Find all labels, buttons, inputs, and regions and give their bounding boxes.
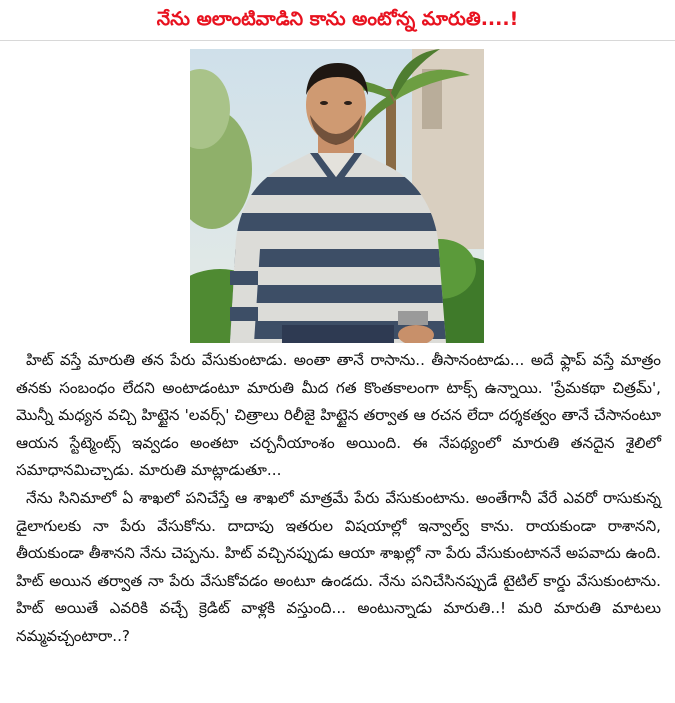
article-headline: నేను అలాంటివాడిని కాను అంటోన్న మారుతి....!	[156, 8, 519, 30]
article-paragraph: హిట్ వస్తే మారుతి తన పేరు వేసుకుంటాడు. అంతా తానే రాసాను.. తీసానంటాడు... అదే ఫ్లాప్ వస్తే మాత్రం తనకు సంబంధం లేదని అంటాడంటూ మారుతి మీద గత కొంతకాలంగా టాక్స్ ఉన్నాయి. 'ప్రేమకథా చిత్రమ్', మొన్నీ మధ్యన వచ్చి హిట్టైన 'లవర్స్' చిత్రాలు రిలీజై హిట్టైన తర్వాత ఆ రచన లేదా దర్శకత్వం తానే చేసానంటూ ఆయన స్టేట్మెంట్స్ ఇవ్వడం అంతటా చర్చనీయాంశం అయింది. ఈ నేపథ్యంలో మారుతి తనదైన శైలిలో సమాధానమిచ్చాడు. మారుతి మాట్లాడుతూ...	[16, 351, 661, 480]
article-body	[16, 347, 661, 651]
article-photo	[190, 49, 484, 343]
headline-bar	[0, 0, 675, 41]
portrait-illustration	[190, 49, 484, 343]
article-paragraph: నేను సినిమాలో ఏ శాఖలో పనిచేస్తే ఆ శాఖలో మాత్రమే పేరు వేసుకుంటాను. అంతేగానీ వేరే ఎవరో రాసుకున్న డైలాగులకు నా పేరు వేసుకోను. దాదాపు ఇతరుల విషయాల్లో ఇన్వాల్వ్ కాను. రాయకుండా రాశానని, తీయకుండా తీశానని నేను చెప్పను. హిట్ వచ్చినప్పుడు ఆయా శాఖల్లో నా పేరు వేసుకుంటాననే అపవాదు ఉంది. హిట్ అయిన తర్వాత నా పేరు వేసుకోవడం అంటూ ఉండదు. నేను పనిచేసినప్పుడే టైటిల్ కార్డు వేసుకుంటాను. హిట్ అయితే ఎవరికి వచ్చే క్రెడిట్ వాళ్లకి వస్తుంది... అంటున్నాడు మారుతి..! మరి మారుతి మాటలు నమ్మవచ్చంటారా..?	[16, 488, 661, 645]
